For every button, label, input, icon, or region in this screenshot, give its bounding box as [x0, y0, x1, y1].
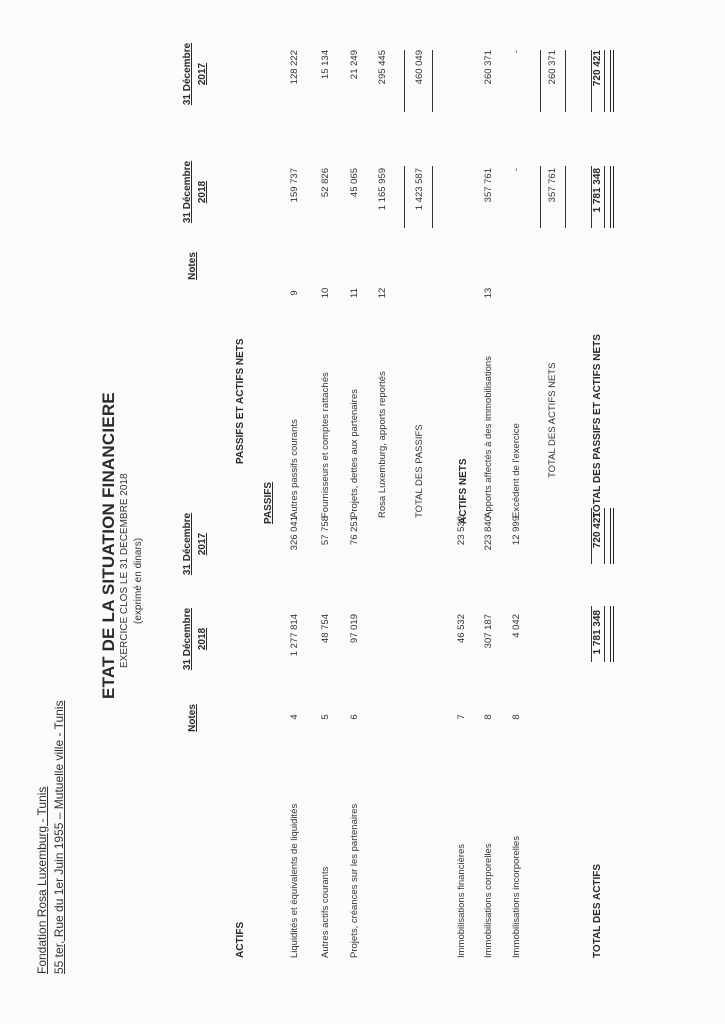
- total-actifs-nets-2017: 260 371: [547, 50, 558, 85]
- total-passifs-2017: 460 049: [414, 50, 425, 85]
- actifs-nets-row-2018: -: [511, 168, 522, 172]
- passifs-notes-header: Notes: [187, 252, 198, 280]
- actifs-row-label: Immobilisations incorporelles: [511, 836, 522, 958]
- total-actifs-2018: 1 781 348: [592, 610, 603, 655]
- actifs-row-label: Projets, créances sur les partenaires: [349, 803, 360, 958]
- statement-title: ETAT DE LA SITUATION FINANCIERE: [99, 392, 118, 699]
- actifs-row-2017: 76 251: [349, 516, 360, 546]
- total-passifs-label: TOTAL DES PASSIFS: [414, 424, 425, 518]
- passifs-heading: PASSIFS: [263, 481, 274, 524]
- passifs-row-2017: 15 134: [320, 50, 331, 80]
- passifs-2018-header: 31 Décembre 2018: [182, 160, 208, 224]
- passifs-row-2018: 159 737: [289, 168, 300, 203]
- actifs-row-label: Immobilisations financières: [456, 843, 467, 958]
- passifs-row-label: Rosa Luxemburg, apports reportés: [377, 371, 388, 518]
- passifs-row-2018: 52 826: [320, 168, 331, 198]
- total-actifs-nets-label: TOTAL DES ACTIFS NETS: [547, 362, 558, 478]
- total-actifs-nets-2018-rule-top: [540, 166, 541, 228]
- passifs-row-2018: 1 165 959: [377, 168, 388, 211]
- grand-total-2018-double-rule: [610, 166, 614, 228]
- actifs-2018-header: 31 Décembre 2018: [182, 607, 208, 671]
- actifs-row-label: Immobilisations corporelles: [483, 843, 494, 958]
- passifs-row-2017: 295 445: [377, 50, 388, 85]
- grand-total-label: TOTAL DES PASSIFS ET ACTIFS NETS: [592, 334, 603, 518]
- actifs-row-2018: 1 277 814: [289, 614, 300, 657]
- statement-subtitle: EXERCICE CLOS LE 31 DECEMBRE 2018: [119, 473, 130, 668]
- actifs-nets-row-label: Excédent de l'exercice: [511, 423, 522, 518]
- actifs-row-2018: 4 042: [511, 614, 522, 638]
- organization-name: Fondation Rosa Luxemburg - Tunis: [35, 786, 49, 974]
- total-actifs-nets-2018: 357 761: [547, 168, 558, 203]
- actifs-row-2018: 48 754: [320, 614, 331, 644]
- actifs-row-2017: 23 532: [456, 516, 467, 546]
- actifs-row-label: Liquidités et équivalents de liquidités: [289, 803, 300, 958]
- organization-address: 55 ter, Rue du 1er Juin 1955 – Mutuelle ville - Tunis: [52, 700, 66, 974]
- total-actifs-label: TOTAL DES ACTIFS: [592, 863, 603, 958]
- total-passifs-2018-rule-bottom: [432, 166, 433, 228]
- total-actifs-nets-2017-rule-bottom: [565, 50, 566, 112]
- total-actifs-nets-2017-rule-top: [540, 50, 541, 112]
- passifs-row-2017: 21 249: [349, 50, 360, 80]
- passifs-row-label: Autres passifs courants: [289, 419, 300, 518]
- passifs-row-note: 10: [320, 287, 331, 299]
- actifs-row-note: 8: [483, 714, 494, 720]
- actifs-row-note: 7: [456, 714, 467, 720]
- actifs-nets-row-2017: 260 371: [483, 50, 494, 85]
- actifs-row-note: 5: [320, 714, 331, 720]
- actifs-row-2017: 223 840: [483, 516, 494, 551]
- currency-note: (exprimé en dinars): [133, 537, 144, 624]
- actifs-row-note: 4: [289, 714, 300, 720]
- actifs-heading: ACTIFS: [235, 921, 246, 958]
- actifs-row-note: 6: [349, 714, 360, 720]
- passifs-row-note: 12: [377, 287, 388, 299]
- total-actifs-2017-double-rule: [610, 508, 614, 564]
- total-passifs-2018-rule-top: [404, 166, 405, 228]
- actifs-nets-heading: ACTIFS NETS: [458, 458, 469, 524]
- total-actifs-2018-double-rule: [610, 606, 614, 662]
- actifs-row-2018: 97 019: [349, 614, 360, 644]
- passifs-row-label: Projets, dettes aux partenaires: [349, 389, 360, 518]
- passifs-row-2018: 45 065: [349, 168, 360, 198]
- actifs-row-2017: 57 758: [320, 516, 331, 546]
- total-passifs-2018: 1 423 587: [414, 168, 425, 211]
- total-passifs-2017-rule-top: [404, 50, 405, 112]
- actifs-nets-row-note: 13: [483, 287, 494, 299]
- actifs-row-2018: 46 532: [456, 614, 467, 644]
- actifs-row-label: Autres actifs courants: [320, 866, 331, 958]
- actifs-nets-row-2017: -: [511, 50, 522, 54]
- actifs-nets-row-label: Apports affectés à des immobilisations: [483, 356, 494, 518]
- total-passifs-2017-rule-bottom: [432, 50, 433, 112]
- passifs-row-label: Fournisseurs et comptes rattachés: [320, 372, 331, 518]
- passifs-row-2017: 128 222: [289, 50, 300, 85]
- actifs-row-2017: 326 041: [289, 516, 300, 551]
- actifs-notes-header: Notes: [187, 704, 198, 732]
- grand-total-2018: 1 781 348: [592, 168, 603, 213]
- passifs-row-note: 9: [289, 290, 300, 296]
- passifs-2017-header: 31 Décembre 2017: [182, 42, 208, 106]
- actifs-row-note: 8: [511, 714, 522, 720]
- actifs-row-2017: 12 999: [511, 516, 522, 546]
- actifs-2017-header: 31 Décembre 2017: [182, 512, 208, 576]
- passifs-actifs-nets-heading: PASSIFS ET ACTIFS NETS: [235, 338, 246, 464]
- grand-total-2017: 720 421: [592, 50, 603, 87]
- actifs-nets-row-2018: 357 761: [483, 168, 494, 203]
- total-actifs-2017: 720 421: [592, 512, 603, 549]
- total-actifs-nets-2018-rule-bottom: [565, 166, 566, 228]
- grand-total-2017-double-rule: [610, 50, 614, 112]
- passifs-row-note: 11: [349, 288, 360, 298]
- actifs-row-2018: 307 187: [483, 614, 494, 649]
